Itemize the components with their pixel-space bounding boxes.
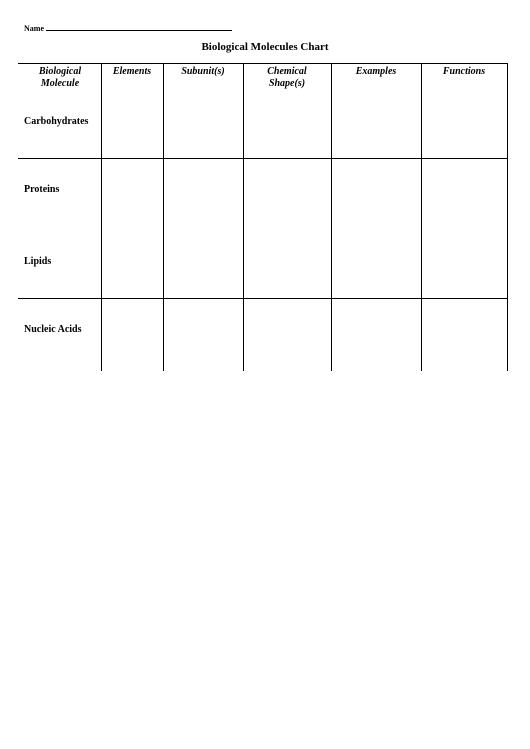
- row-label-lipids: Lipids: [24, 256, 52, 267]
- name-field[interactable]: [24, 23, 232, 34]
- column-header-functions: Functions: [442, 66, 486, 77]
- column-divider-1: [101, 63, 102, 371]
- column-header-elements: Elements: [112, 66, 152, 77]
- column-divider-2: [163, 63, 164, 371]
- name-blank-line[interactable]: [46, 23, 232, 31]
- row-label-carbohydrates: Carbohydrates: [24, 116, 89, 127]
- column-header-subunits: Subunit(s): [181, 66, 225, 77]
- row-divider-carbohydrates: [18, 158, 508, 159]
- column-header-examples: Examples: [355, 66, 397, 77]
- row-label-proteins: Proteins: [24, 184, 60, 195]
- row-label-nucleic-acids: Nucleic Acids: [24, 324, 82, 335]
- column-header-chemical-shapes: Chemical Shape(s): [267, 66, 307, 89]
- column-divider-6: [507, 63, 508, 371]
- page-title: Biological Molecules Chart: [201, 41, 329, 53]
- column-divider-5: [421, 63, 422, 371]
- row-divider-lipids: [18, 298, 508, 299]
- name-label: Name: [24, 24, 44, 33]
- column-header-biological-molecule: Biological Molecule: [38, 66, 82, 89]
- column-divider-4: [331, 63, 332, 371]
- column-divider-3: [243, 63, 244, 371]
- table-top-border: [18, 63, 508, 64]
- molecules-table: [18, 63, 508, 371]
